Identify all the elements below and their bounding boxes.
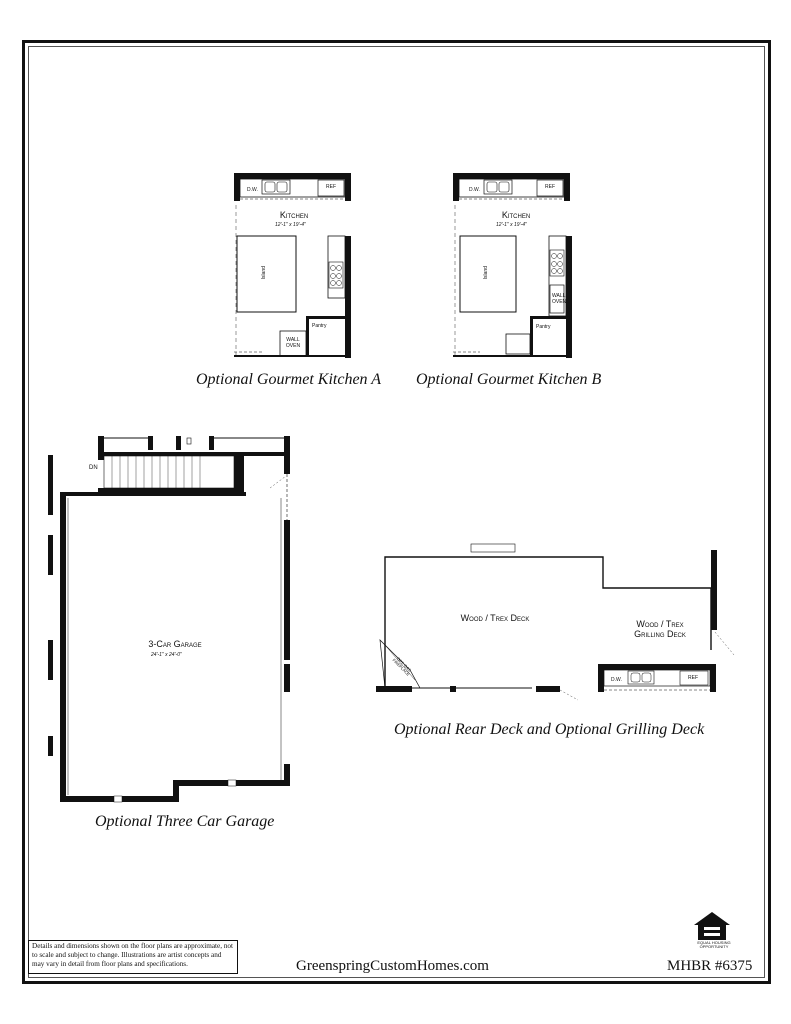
garage-caption: Optional Three Car Garage [95,813,275,830]
kitchen-b-room-name: Kitchen [501,210,531,220]
website-text: GreenspringCustomHomes.com [296,958,489,974]
garage-plan [48,436,290,802]
deck-main-label: Wood / Trex Deck [460,613,530,623]
deck-ref-label: REF [688,675,698,681]
kitchen-a-room-name: Kitchen [279,210,309,220]
equal-housing-label: EQUAL HOUSING OPPORTUNITY [697,940,731,950]
kitchen-a-plan [234,173,351,358]
plan-number: MHBR #6375 [667,958,753,974]
garage-room-dim: 24'-1" x 24'-0" [151,652,182,658]
kitchen-b-island-label: Island [482,266,489,280]
kitchen-b-room-dim: 12'-1" x 19'-4" [496,222,527,228]
deck-fireplace-label: OPT. GAS FIREPLACE [391,656,413,678]
garage-room-name: 3-Car Garage [148,639,202,649]
disclaimer-box: Details and dimensions shown on the floor plans are approximate, not to scale and subject to change. Illustrations are artist concepts and may vary in detail from floor plans and specifications. [28,940,238,974]
kitchen-b-dw-label: D.W. [469,187,480,193]
kitchen-b-pantry-label: Pantry [536,324,551,330]
deck-dw-label: D.W. [611,677,622,683]
kitchen-a-room-dim: 12'-1" x 19'-4" [275,222,306,228]
kitchen-a-wall-oven-label: WALL OVEN [285,337,301,349]
kitchen-a-caption: Optional Gourmet Kitchen A [196,371,382,388]
deck-grill-label: Wood / Trex Grilling Deck [634,619,686,640]
kitchen-b-ref-label: REF [545,184,555,190]
kitchen-a-pantry-label: Pantry [312,323,327,329]
kitchen-a-dw-label: D.W. [247,187,258,193]
kitchen-b-plan [453,173,572,358]
kitchen-b-wall-oven-label: WALL OVEN [552,293,567,305]
deck-caption: Optional Rear Deck and Optional Grilling Deck [394,721,705,738]
kitchen-a-island-label: Island [260,266,267,280]
kitchen-a-ref-label: REF [326,184,336,190]
kitchen-b-caption: Optional Gourmet Kitchen B [416,371,602,388]
equal-housing-icon [694,912,730,940]
garage-stair-label: DN [89,465,98,471]
